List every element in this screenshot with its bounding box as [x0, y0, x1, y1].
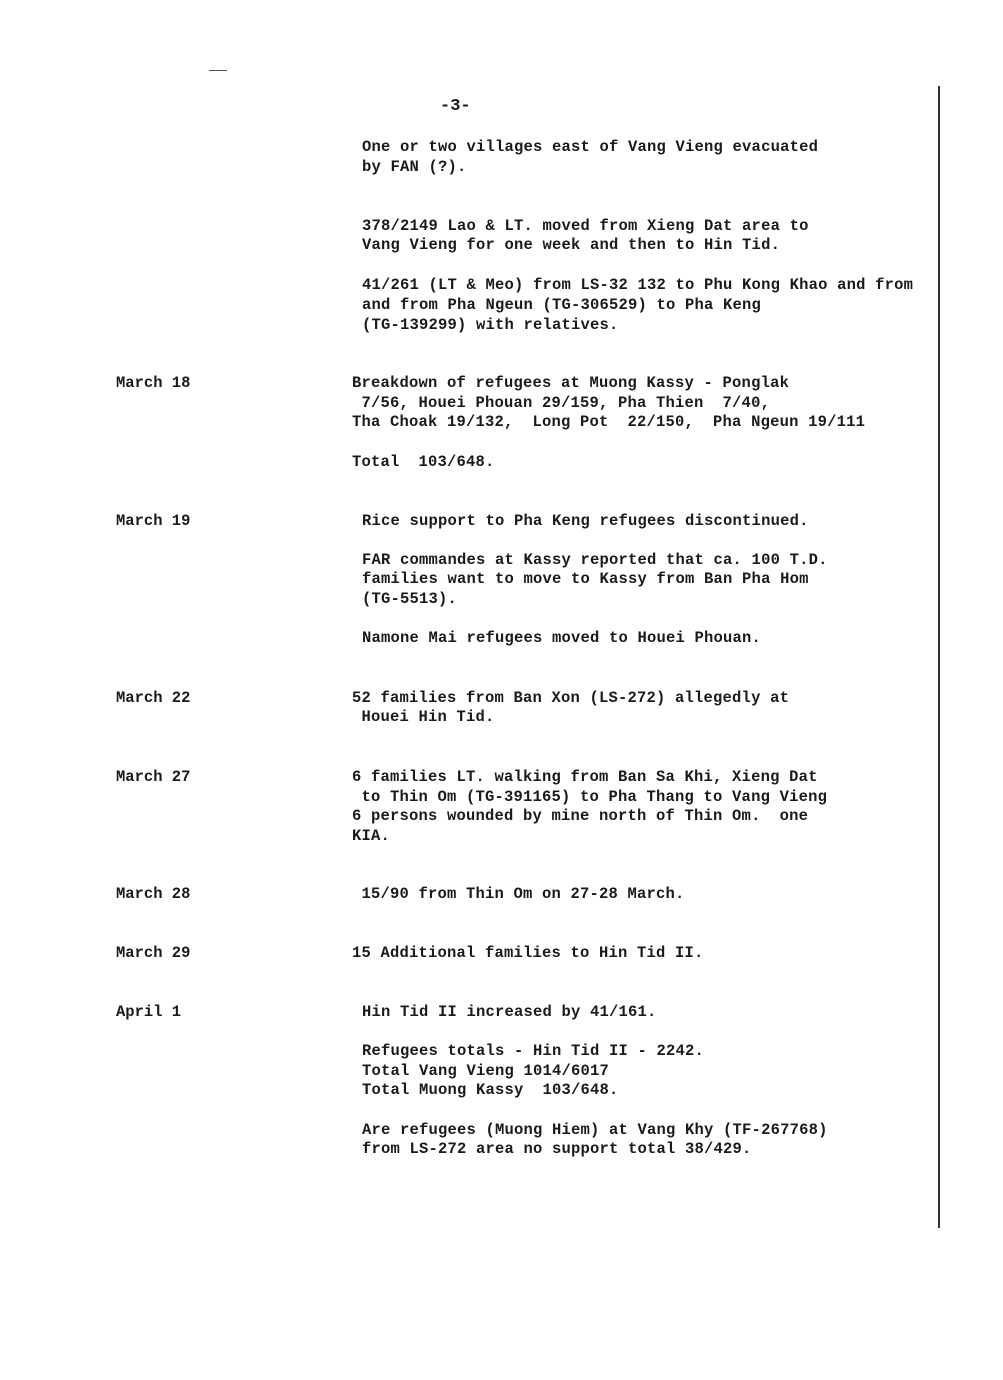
entry-4-text-line: to Thin Om (TG-391165) to Pha Thang to Vang Vieng: [352, 788, 828, 806]
entry-date: March 28: [116, 885, 191, 903]
entry-0-text-line: One or two villages east of Vang Vieng evacuated: [362, 138, 819, 156]
right-margin-rule: [938, 86, 940, 1228]
entry-6-text-line: 15 Additional families to Hin Tid II.: [352, 944, 704, 962]
entry-2-text-line: Namone Mai refugees moved to Houei Phouan.: [362, 629, 762, 647]
page-number: -3-: [440, 97, 471, 116]
entry-0-text-line: Vang Vieng for one week and then to Hin Tid.: [362, 236, 781, 254]
entry-date: March 27: [116, 768, 191, 786]
entry-1-text-line: Breakdown of refugees at Muong Kassy - Ponglak: [352, 374, 790, 392]
entry-1-text-line: Total 103/648.: [352, 453, 495, 471]
entry-2-text-line: Rice support to Pha Keng refugees discontinued.: [362, 512, 809, 530]
entry-0-text-line: 378/2149 Lao & LT. moved from Xieng Dat area to: [362, 217, 809, 235]
entry-2-text-line: FAR commandes at Kassy reported that ca. 100 T.D.: [362, 551, 828, 569]
entry-0-text-line: and from Pha Ngeun (TG-306529) to Pha Keng: [362, 296, 762, 314]
entry-1-text-line: 7/56, Houei Phouan 29/159, Pha Thien 7/40,: [352, 394, 771, 412]
entry-0-text-line: by FAN (?).: [362, 158, 467, 176]
entry-7-text-line: Are refugees (Muong Hiem) at Vang Khy (TF-267768): [362, 1121, 828, 1139]
entry-date: March 19: [116, 512, 191, 530]
entry-2-text-line: families want to move to Kassy from Ban Pha Hom: [362, 570, 809, 588]
entry-3-text-line: Houei Hin Tid.: [352, 708, 495, 726]
entry-7-text-line: Refugees totals - Hin Tid II - 2242.: [362, 1042, 705, 1060]
entry-0-text-line: (TG-139299) with relatives.: [362, 316, 619, 334]
entry-date: April 1: [116, 1003, 182, 1021]
entry-7-text-line: Total Muong Kassy 103/648.: [362, 1081, 619, 1099]
entry-1-text-line: Tha Choak 19/132, Long Pot 22/150, Pha Ngeun 19/111: [352, 413, 866, 431]
entry-2-text-line: (TG-5513).: [362, 590, 458, 608]
entry-7-text-line: Total Vang Vieng 1014/6017: [362, 1062, 610, 1080]
entry-3-text-line: 52 families from Ban Xon (LS-272) allegedly at: [352, 689, 790, 707]
top-mark: [209, 70, 227, 71]
entry-4-text-line: KIA.: [352, 827, 391, 845]
entry-7-text-line: from LS-272 area no support total 38/429.: [362, 1140, 752, 1158]
entry-0-text-line: 41/261 (LT & Meo) from LS-32 132 to Phu Kong Khao and from: [362, 276, 914, 294]
entry-date: March 18: [116, 374, 191, 392]
entry-5-text-line: 15/90 from Thin Om on 27-28 March.: [352, 885, 685, 903]
entry-date: March 29: [116, 944, 191, 962]
entry-7-text-line: Hin Tid II increased by 41/161.: [362, 1003, 657, 1021]
entry-4-text-line: 6 persons wounded by mine north of Thin Om. one: [352, 807, 809, 825]
entry-4-text-line: 6 families LT. walking from Ban Sa Khi, Xieng Dat: [352, 768, 818, 786]
entry-date: March 22: [116, 689, 191, 707]
